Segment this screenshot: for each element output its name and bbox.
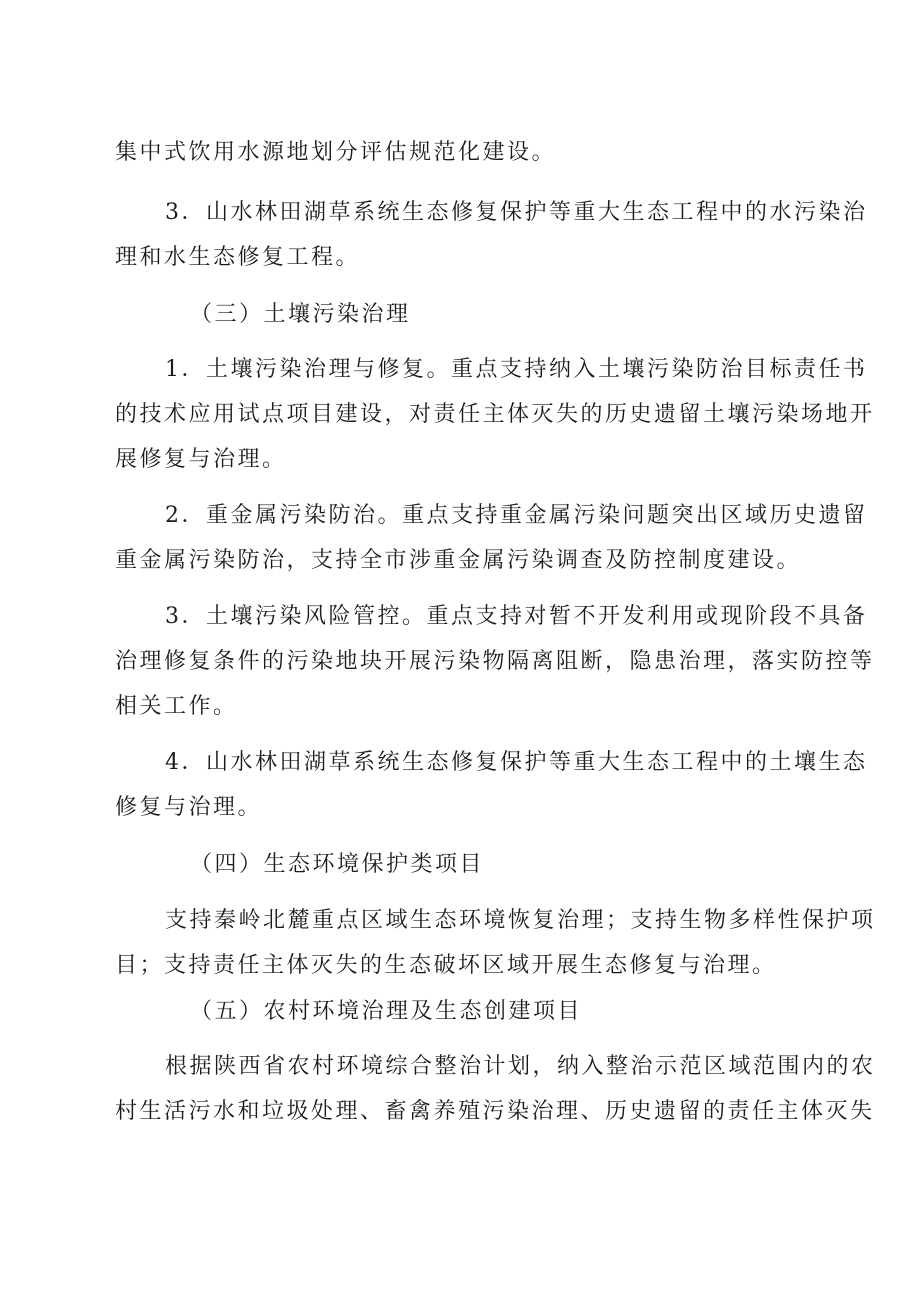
section-heading: （三）土壤污染治理 <box>190 302 411 327</box>
paragraph-line: 治理修复条件的污染地块开展污染物隔离阻断，隐患治理，落实防控等 <box>115 649 875 674</box>
paragraph-line: 4．山水林田湖草系统生态修复保护等重大生态工程中的土壤生态 <box>165 750 868 775</box>
paragraph-line: 重金属污染防治，支持全市涉重金属污染调查及防控制度建设。 <box>115 548 802 573</box>
paragraph-line: 展修复与治理。 <box>115 447 287 472</box>
paragraph-line: 支持秦岭北麓重点区域生态环境恢复治理；支持生物多样性保护项 <box>165 908 876 933</box>
paragraph-line: 1．土壤污染治理与修复。重点支持纳入土壤污染防治目标责任书 <box>165 357 868 382</box>
paragraph-line: 根据陕西省农村环境综合整治计划，纳入整治示范区域范围内的农 <box>165 1054 876 1079</box>
paragraph-line: 集中式饮用水源地划分评估规范化建设。 <box>115 140 557 165</box>
paragraph-line: 理和水生态修复工程。 <box>115 245 361 270</box>
section-heading: （四）生态环境保护类项目 <box>190 852 485 877</box>
paragraph-line: 修复与治理。 <box>115 795 263 820</box>
paragraph-line: 3．山水林田湖草系统生态修复保护等重大生态工程中的水污染治 <box>165 200 868 225</box>
paragraph-line: 2．重金属污染防治。重点支持重金属污染问题突出区域历史遗留 <box>165 503 868 528</box>
paragraph-line: 相关工作。 <box>115 694 238 719</box>
paragraph-line: 村生活污水和垃圾处理、畜禽养殖污染治理、历史遗留的责任主体灭失 <box>115 1099 875 1124</box>
section-heading: （五）农村环境治理及生态创建项目 <box>190 999 583 1024</box>
paragraph-line: 3．土壤污染风险管控。重点支持对暂不开发利用或现阶段不具备 <box>165 604 868 629</box>
paragraph-line: 的技术应用试点项目建设，对责任主体灭失的历史遗留土壤污染场地开 <box>115 402 875 427</box>
paragraph-line: 目；支持责任主体灭失的生态破坏区域开展生态修复与治理。 <box>115 953 777 978</box>
